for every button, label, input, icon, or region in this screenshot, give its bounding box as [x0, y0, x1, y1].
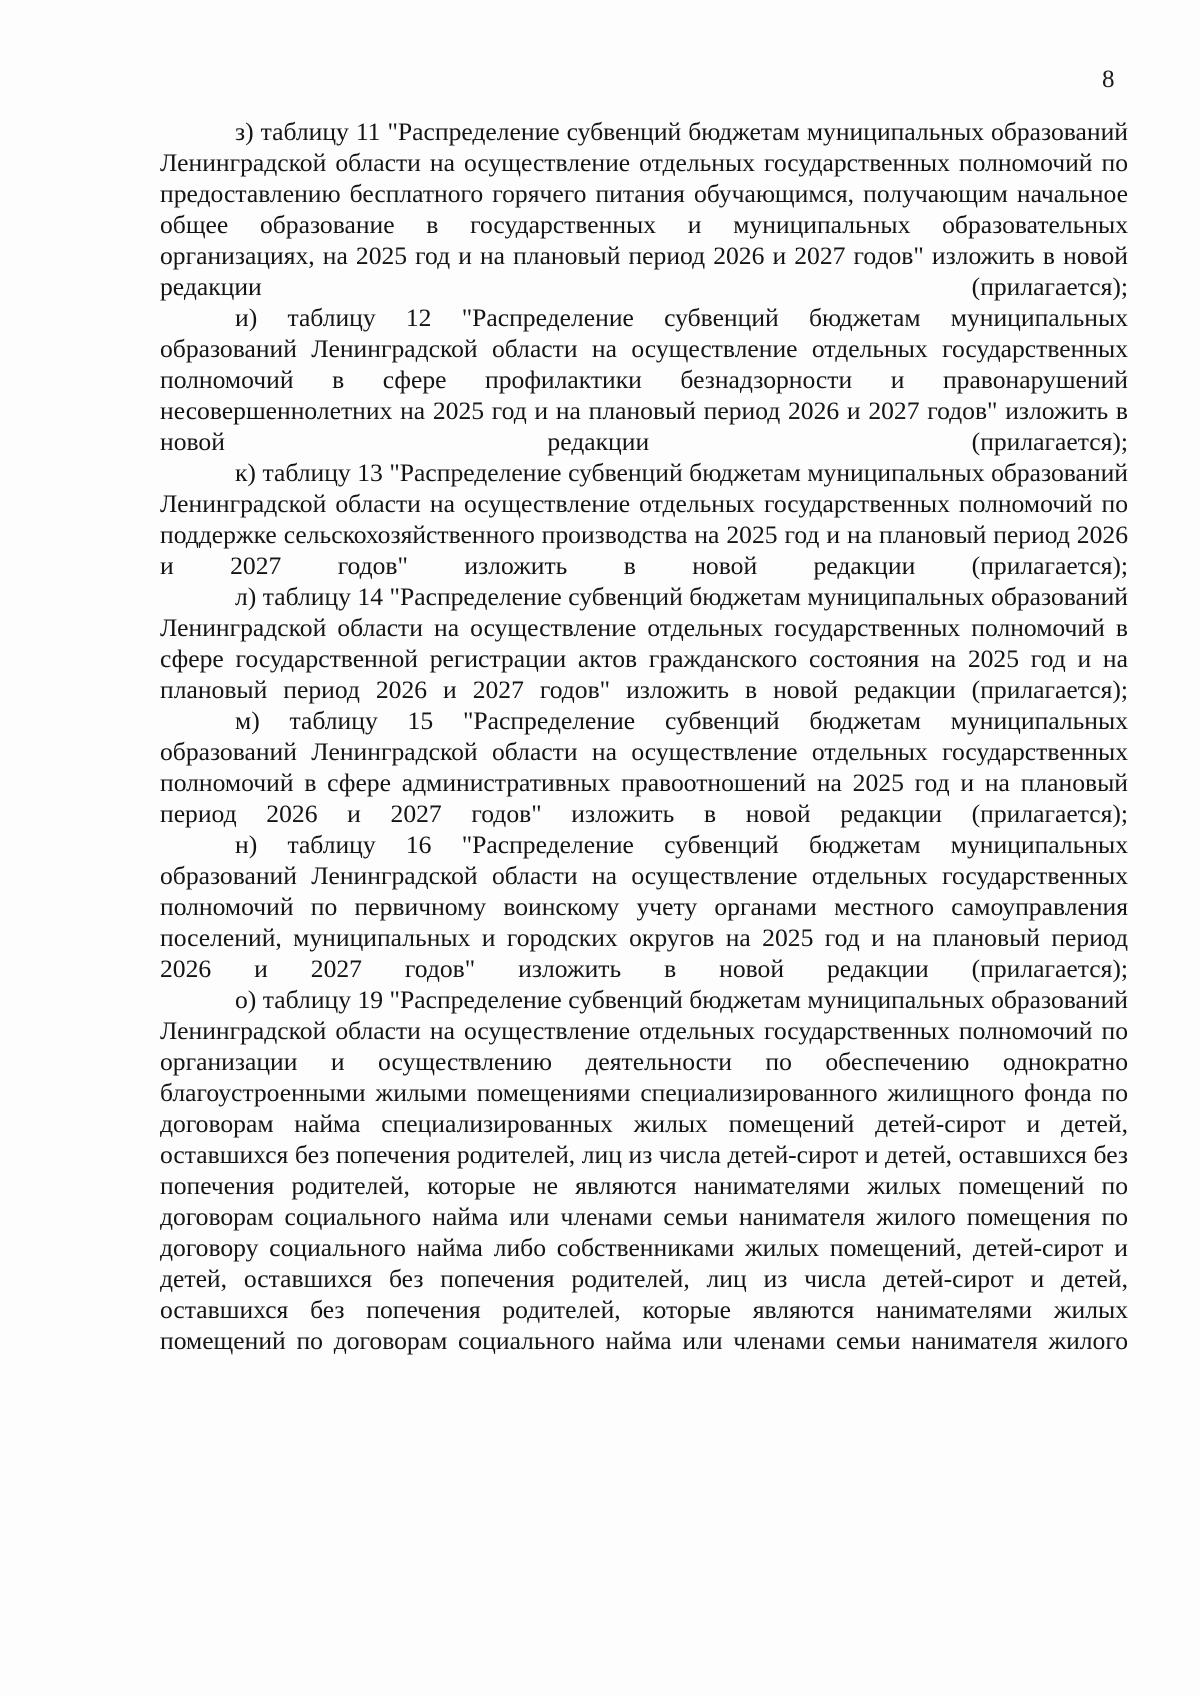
paragraph-m-table-15: м) таблицу 15 "Распределение субвенций бюджетам муниципальных образований Ленинградской области на осуществление отдельных государственных полномочий в сфере административных правоотношений на 2025 год и на плановый период 2026 и 2027 годов" изложить в новой редакции (прилагается); — [160, 706, 1128, 828]
paragraph-l-table-14: л) таблицу 14 "Распределение субвенций бюджетам муниципальных образований Ленинградской области на осуществление отдельных государственных полномочий в сфере государственной регистрации актов гражданского состояния на 2025 год и на плановый период 2026 и 2027 годов" изложить в новой редакции (прилагается); — [160, 582, 1128, 704]
paragraph-k-table-13: к) таблицу 13 "Распределение субвенций бюджетам муниципальных образований Ленинградской области на осуществление отдельных государственных полномочий по поддержке сельскохозяйственного производства на 2025 год и на плановый период 2026 и 2027 годов" изложить в новой редакции (прилагается); — [160, 458, 1128, 580]
document-body — [160, 116, 1128, 1356]
page-number: 8 — [1102, 66, 1115, 93]
paragraph-n-table-16: н) таблицу 16 "Распределение субвенций бюджетам муниципальных образований Ленинградской области на осуществление отдельных государственных полномочий по первичному воинскому учету органами местного самоуправления поселений, муниципальных и городских округов на 2025 год и на плановый период 2026 и 2027 годов" изложить в новой редакции (прилагается); — [160, 830, 1128, 983]
paragraph-o-table-19: о) таблицу 19 "Распределение субвенций бюджетам муниципальных образований Ленинградской области на осуществление отдельных государственных полномочий по организации и осуществлению деятельности по обеспечению однократно благоустроенными жилыми помещениями специализированного жилищного фонда по договорам найма специализированных жилых помещений детей-сирот и детей, оставшихся без попечения родителей, лиц из числа детей-сирот и детей, оставшихся без попечения родителей, которые не являются нанимателями жилых помещений по договорам социального найма или членами семьи нанимателя жилого помещения по договору социального найма либо собственниками жилых помещений, детей-сирот и детей, оставшихся без попечения родителей, лиц из числа детей-сирот и детей, оставшихся без попечения родителей, которые являются нанимателями жилых помещений по договорам социального найма или членами семьи нанимателя жилого — [160, 985, 1128, 1355]
paragraph-i-table-12: и) таблицу 12 "Распределение субвенций бюджетам муниципальных образований Ленинградской области на осуществление отдельных государственных полномочий в сфере профилактики безнадзорности и правонарушений несовершеннолетних на 2025 год и на плановый период 2026 и 2027 годов" изложить в новой редакции (прилагается); — [160, 303, 1128, 456]
paragraph-z-table-11: з) таблицу 11 "Распределение субвенций бюджетам муниципальных образований Ленинградской области на осуществление отдельных государственных полномочий по предоставлению бесплатного горячего питания обучающимся, получающим начальное общее образование в государственных и муниципальных образовательных организациях, на 2025 год и на плановый период 2026 и 2027 годов" изложить в новой редакции (прилагается); — [160, 117, 1128, 301]
